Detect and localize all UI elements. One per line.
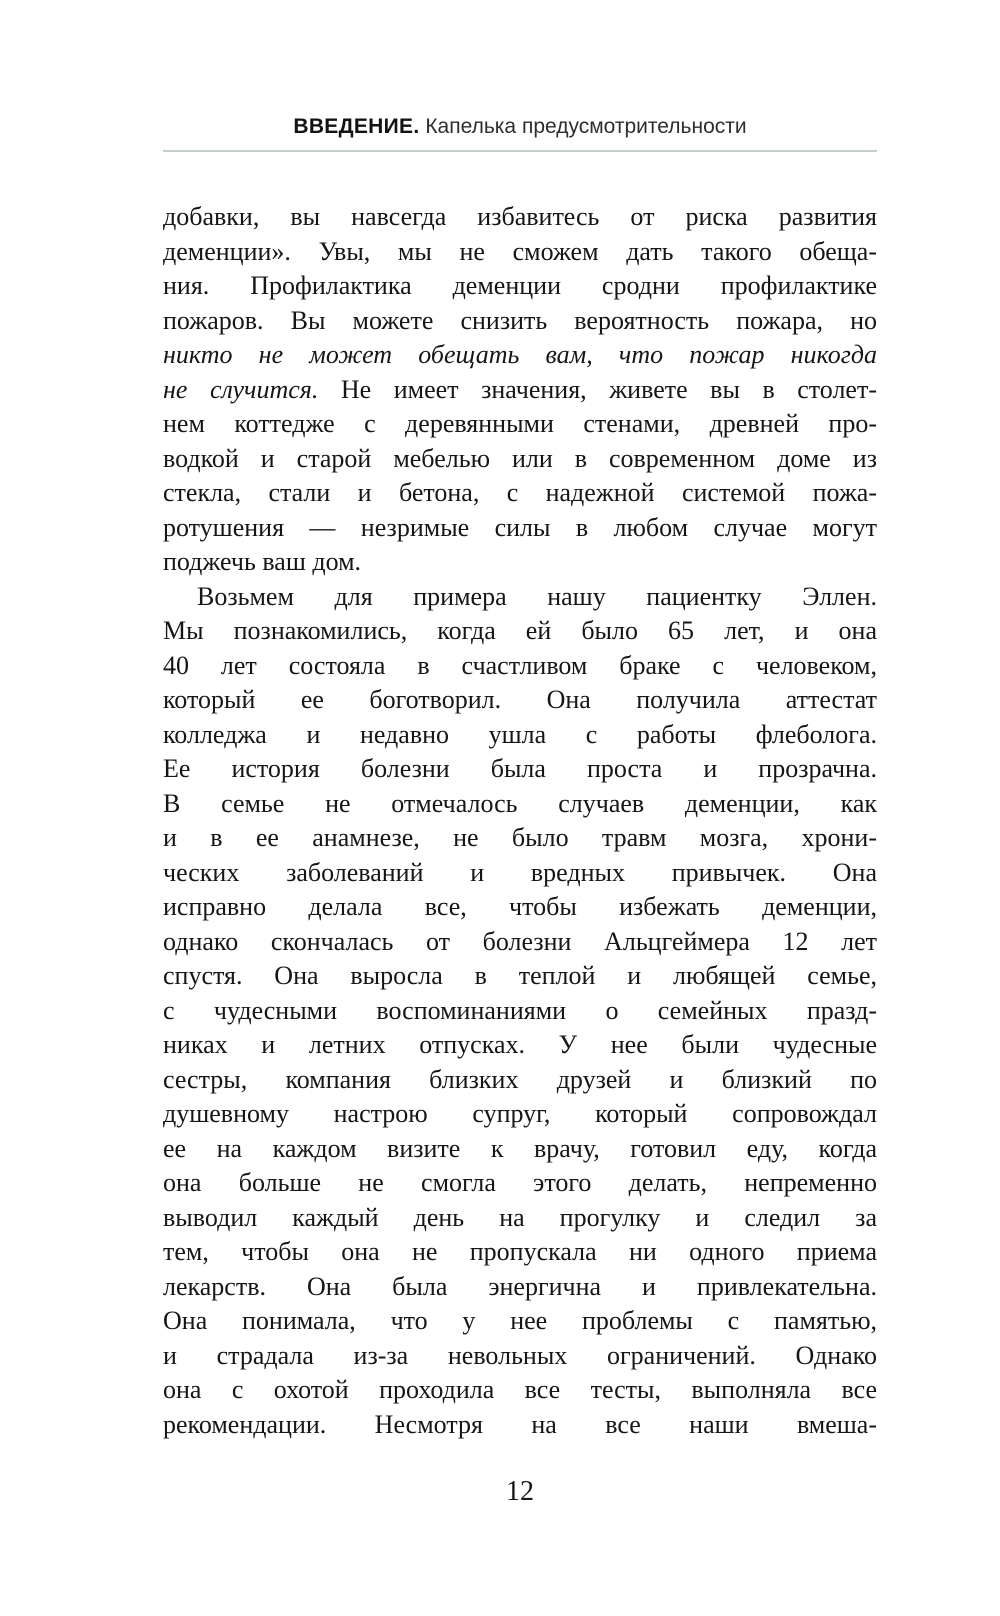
running-head-subtitle: Капелька предусмотрительности (419, 115, 747, 138)
text-segment: с чудесными воспоминаниями о семейных празд- (163, 995, 877, 1025)
text-segment: однако скончалась от болезни Альцгеймера 12 лет (163, 926, 877, 956)
text-line (163, 1339, 877, 1374)
text-line (163, 1097, 877, 1132)
text-segment: В семье не отмечалось случаев деменции, как (163, 788, 877, 818)
text-line (163, 890, 877, 925)
text-segment: ротушения — незримые силы в любом случае могут (163, 512, 877, 542)
italic-text-segment: никто не может обещать вам, что пожар никогда (163, 340, 877, 369)
text-line (163, 1201, 877, 1236)
text-segment: 40 лет состояла в счастливом браке с человеком, (163, 650, 877, 680)
text-segment: Она понимала, что у нее проблемы с памятью, (163, 1306, 877, 1335)
text-segment: который ее боготворил. Она получила аттестат (163, 685, 877, 714)
text-line (163, 925, 877, 960)
text-line (163, 338, 877, 373)
text-line (163, 1063, 877, 1098)
text-segment: сестры, компания близких друзей и близкий по (163, 1064, 877, 1094)
text-line (163, 1028, 877, 1063)
text-line (163, 649, 877, 684)
text-line (163, 1235, 877, 1270)
text-segment: колледжа и недавно ушла с работы флеболога. (163, 719, 877, 749)
text-segment: и страдала из-за невольных ограничений. Однако (163, 1340, 877, 1370)
italic-text-segment: не случится. (163, 374, 319, 404)
text-segment: спустя. Она выросла в теплой и любящей семье, (163, 961, 877, 990)
text-segment: выводил каждый день на прогулку и следил за (163, 1202, 877, 1232)
text-segment: добавки, вы навсегда избавитесь от риска развития (163, 202, 877, 231)
text-segment: ния. Профилактика деменции сродни профилактике (163, 271, 877, 300)
text-segment: Возьмем для примера нашу пациентку Эллен. (197, 581, 877, 611)
text-line (163, 1166, 877, 1201)
text-line (163, 1408, 877, 1443)
text-line (163, 442, 877, 477)
text-line (163, 200, 877, 235)
text-segment: душевному настрою супруг, который сопровождал (163, 1099, 877, 1128)
text-line (163, 614, 877, 649)
text-line (163, 304, 877, 339)
text-segment: ческих заболеваний и вредных привычек. Она (163, 857, 877, 887)
text-line (163, 752, 877, 787)
text-line (163, 994, 877, 1029)
text-segment: нем коттедже с деревянными стенами, древней про- (163, 409, 877, 438)
text-line (163, 511, 877, 546)
text-segment: лекарств. Она была энергична и привлекательна. (163, 1271, 877, 1301)
text-segment: пожаров. Вы можете снизить вероятность пожара, но (163, 305, 877, 335)
text-line (163, 959, 877, 994)
text-line (163, 856, 877, 891)
text-segment: Мы познакомились, когда ей было 65 лет, и она (163, 616, 877, 645)
text-segment: ее на каждом визите к врачу, готовил еду, когда (163, 1133, 877, 1163)
text-segment: поджечь ваш дом. (163, 547, 362, 576)
body-text (163, 200, 877, 1442)
text-segment: Ее история болезни была проста и прозрачна. (163, 754, 877, 783)
page-number: 12 (506, 1476, 534, 1507)
text-line (163, 718, 877, 753)
text-segment: Не имеет значения, живете вы в столет- (318, 374, 877, 404)
text-line (163, 269, 877, 304)
text-line (163, 821, 877, 856)
text-line (163, 787, 877, 822)
text-line (163, 407, 877, 442)
text-segment: деменции». Увы, мы не сможем дать такого обеща- (163, 236, 877, 266)
running-head (163, 114, 877, 140)
text-segment: тем, чтобы она не пропускала ни одного приема (163, 1237, 877, 1266)
text-segment: рекомендации. Несмотря на все наши вмеша- (163, 1409, 877, 1439)
text-segment: исправно делала все, чтобы избежать деменции, (163, 892, 877, 921)
text-line (163, 373, 877, 408)
text-line (163, 1270, 877, 1305)
text-segment: она с охотой проходила все тесты, выполняла все (163, 1375, 877, 1404)
text-line (163, 1132, 877, 1167)
text-line (163, 545, 877, 580)
text-segment: и в ее анамнезе, не было травм мозга, хрони- (163, 823, 877, 852)
header-rule (163, 150, 877, 152)
text-line (163, 235, 877, 270)
text-segment: она больше не смогла этого делать, непременно (163, 1168, 877, 1197)
text-segment: водкой и старой мебелью или в современном доме из (163, 443, 877, 473)
text-line (163, 1304, 877, 1339)
running-head-section: ВВЕДЕНИЕ. (293, 115, 420, 138)
text-line (163, 476, 877, 511)
text-segment: стекла, стали и бетона, с надежной системой пожа- (163, 478, 877, 507)
text-line (163, 1373, 877, 1408)
text-segment: никах и летних отпусках. У нее были чудесные (163, 1030, 877, 1059)
text-line (163, 580, 877, 615)
text-line (163, 683, 877, 718)
